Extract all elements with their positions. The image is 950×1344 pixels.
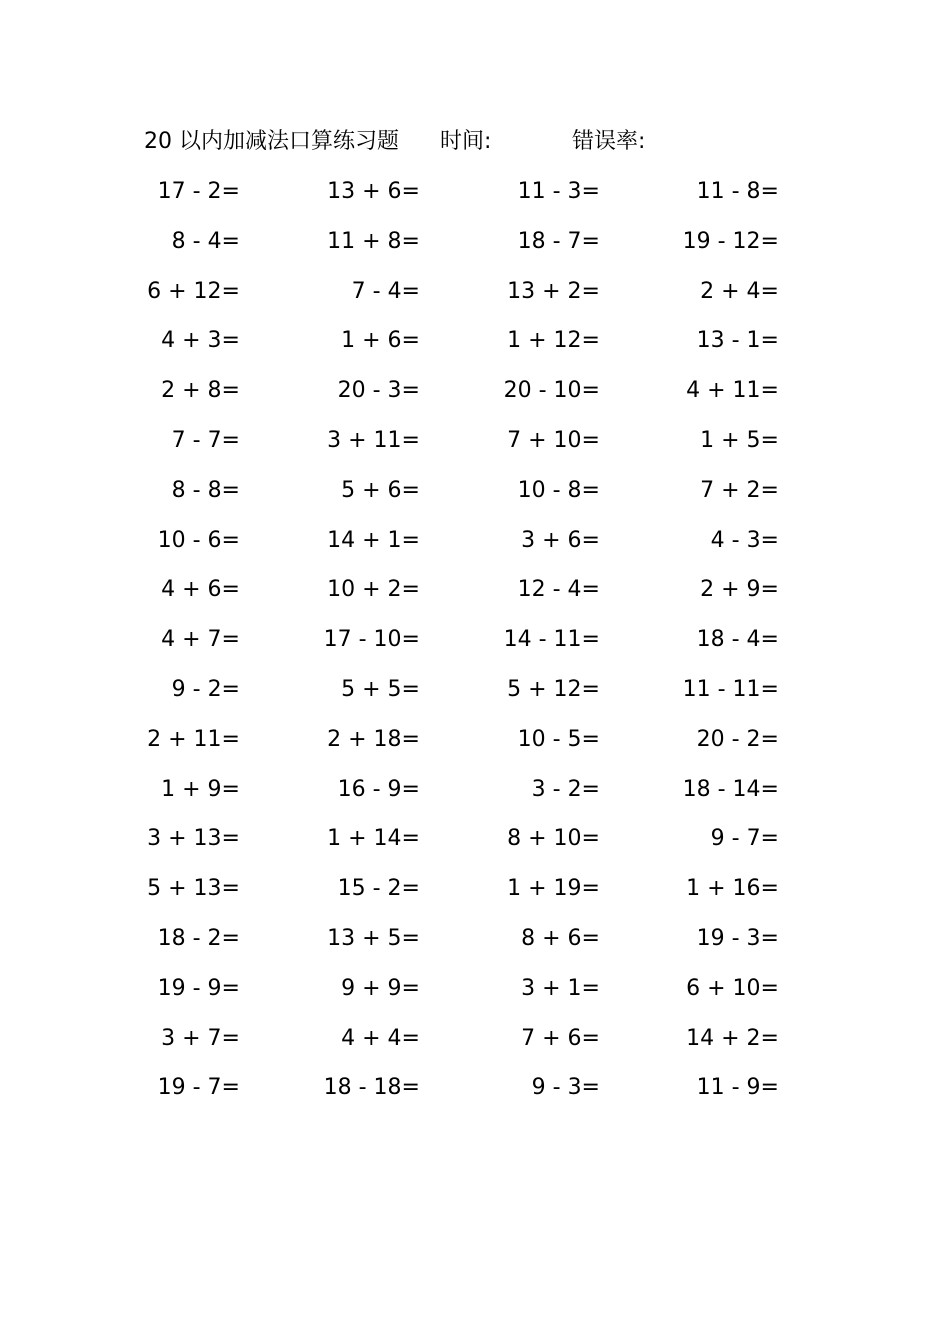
problem: 19 - 9= (157, 975, 240, 1001)
problem-row (0, 720, 950, 770)
problem: 13 + 2= (507, 278, 600, 304)
problem: 19 - 3= (696, 925, 779, 951)
problem-row (0, 919, 950, 969)
problem: 11 + 8= (327, 228, 420, 254)
problem-grid (0, 172, 950, 1118)
problem: 20 - 2= (696, 726, 779, 752)
problem: 10 - 5= (517, 726, 600, 752)
problem: 17 - 10= (323, 627, 420, 653)
problem: 1 + 9= (161, 776, 240, 802)
problem: 2 + 9= (700, 577, 779, 603)
problem: 10 - 6= (157, 527, 240, 553)
problem: 5 + 5= (341, 676, 420, 702)
problem: 3 + 13= (147, 826, 240, 852)
problem: 1 + 6= (341, 328, 420, 354)
problem: 5 + 6= (341, 477, 420, 503)
problem: 18 - 2= (157, 925, 240, 951)
problem: 9 - 2= (171, 676, 240, 702)
problem: 3 + 7= (161, 1025, 240, 1051)
worksheet-header (144, 124, 784, 160)
problem: 7 + 2= (700, 477, 779, 503)
problem: 7 + 10= (507, 427, 600, 453)
problem: 20 - 10= (503, 378, 600, 404)
problem: 16 - 9= (337, 776, 420, 802)
problem-row (0, 1068, 950, 1118)
problem: 11 - 11= (682, 676, 779, 702)
problem: 2 + 18= (327, 726, 420, 752)
problem: 3 + 1= (521, 975, 600, 1001)
problem: 4 + 4= (341, 1025, 420, 1051)
problem: 13 - 1= (696, 328, 779, 354)
problem: 12 - 4= (517, 577, 600, 603)
problem-row (0, 819, 950, 869)
time-label: 时间: (440, 129, 492, 154)
problem-row (0, 471, 950, 521)
problem: 13 + 5= (327, 925, 420, 951)
problem-row (0, 172, 950, 222)
problem: 13 + 6= (327, 179, 420, 204)
problem: 10 + 2= (327, 577, 420, 603)
problem: 11 - 9= (696, 1075, 779, 1101)
problem: 4 + 11= (686, 378, 779, 404)
problem-row (0, 521, 950, 571)
problem-row (0, 969, 950, 1019)
problem: 9 - 3= (531, 1075, 600, 1101)
problem: 17 - 2= (157, 179, 240, 204)
problem: 1 + 5= (700, 427, 779, 453)
problem: 18 - 7= (517, 228, 600, 254)
problem: 2 + 4= (700, 278, 779, 304)
problem: 4 - 3= (710, 527, 779, 553)
problem: 14 + 1= (327, 527, 420, 553)
problem: 3 + 11= (327, 427, 420, 453)
problem: 18 - 18= (323, 1075, 420, 1101)
problem: 8 - 4= (171, 228, 240, 254)
problem: 18 - 14= (682, 776, 779, 802)
problem: 6 + 12= (147, 278, 240, 304)
error-rate-label: 错误率: (572, 129, 646, 154)
problem: 4 + 7= (161, 627, 240, 653)
problem: 9 - 7= (710, 826, 779, 852)
problem: 19 - 12= (682, 228, 779, 254)
problem-row (0, 670, 950, 720)
problem: 11 - 3= (517, 179, 600, 204)
problem: 10 - 8= (517, 477, 600, 503)
problem-row (0, 620, 950, 670)
problem: 20 - 3= (337, 378, 420, 404)
problem: 14 - 11= (503, 627, 600, 653)
problem-row (0, 371, 950, 421)
problem: 2 + 11= (147, 726, 240, 752)
problem: 7 + 6= (521, 1025, 600, 1051)
problem: 4 + 6= (161, 577, 240, 603)
problem: 18 - 4= (696, 627, 779, 653)
problem: 1 + 12= (507, 328, 600, 354)
problem-row (0, 421, 950, 471)
problem-row (0, 869, 950, 919)
problem: 1 + 14= (327, 826, 420, 852)
problem-row (0, 321, 950, 371)
problem: 8 - 8= (171, 477, 240, 503)
problem-row (0, 272, 950, 322)
problem: 3 + 6= (521, 527, 600, 553)
problem: 7 - 4= (351, 278, 420, 304)
problem: 5 + 13= (147, 876, 240, 902)
problem: 15 - 2= (337, 876, 420, 902)
problem: 9 + 9= (341, 975, 420, 1001)
problem: 7 - 7= (171, 427, 240, 453)
problem: 14 + 2= (686, 1025, 779, 1051)
problem: 6 + 10= (686, 975, 779, 1001)
problem: 1 + 16= (686, 876, 779, 902)
problem: 19 - 7= (157, 1075, 240, 1101)
problem: 2 + 8= (161, 378, 240, 404)
problem: 8 + 10= (507, 826, 600, 852)
worksheet-title: 20 以内加减法口算练习题 (144, 129, 399, 154)
problem: 8 + 6= (521, 925, 600, 951)
problem: 5 + 12= (507, 676, 600, 702)
problem: 3 - 2= (531, 776, 600, 802)
problem-row (0, 222, 950, 272)
problem-row (0, 1019, 950, 1069)
problem-row (0, 770, 950, 820)
problem-row (0, 570, 950, 620)
problem: 11 - 8= (696, 179, 779, 204)
problem: 4 + 3= (161, 328, 240, 354)
problem: 1 + 19= (507, 876, 600, 902)
